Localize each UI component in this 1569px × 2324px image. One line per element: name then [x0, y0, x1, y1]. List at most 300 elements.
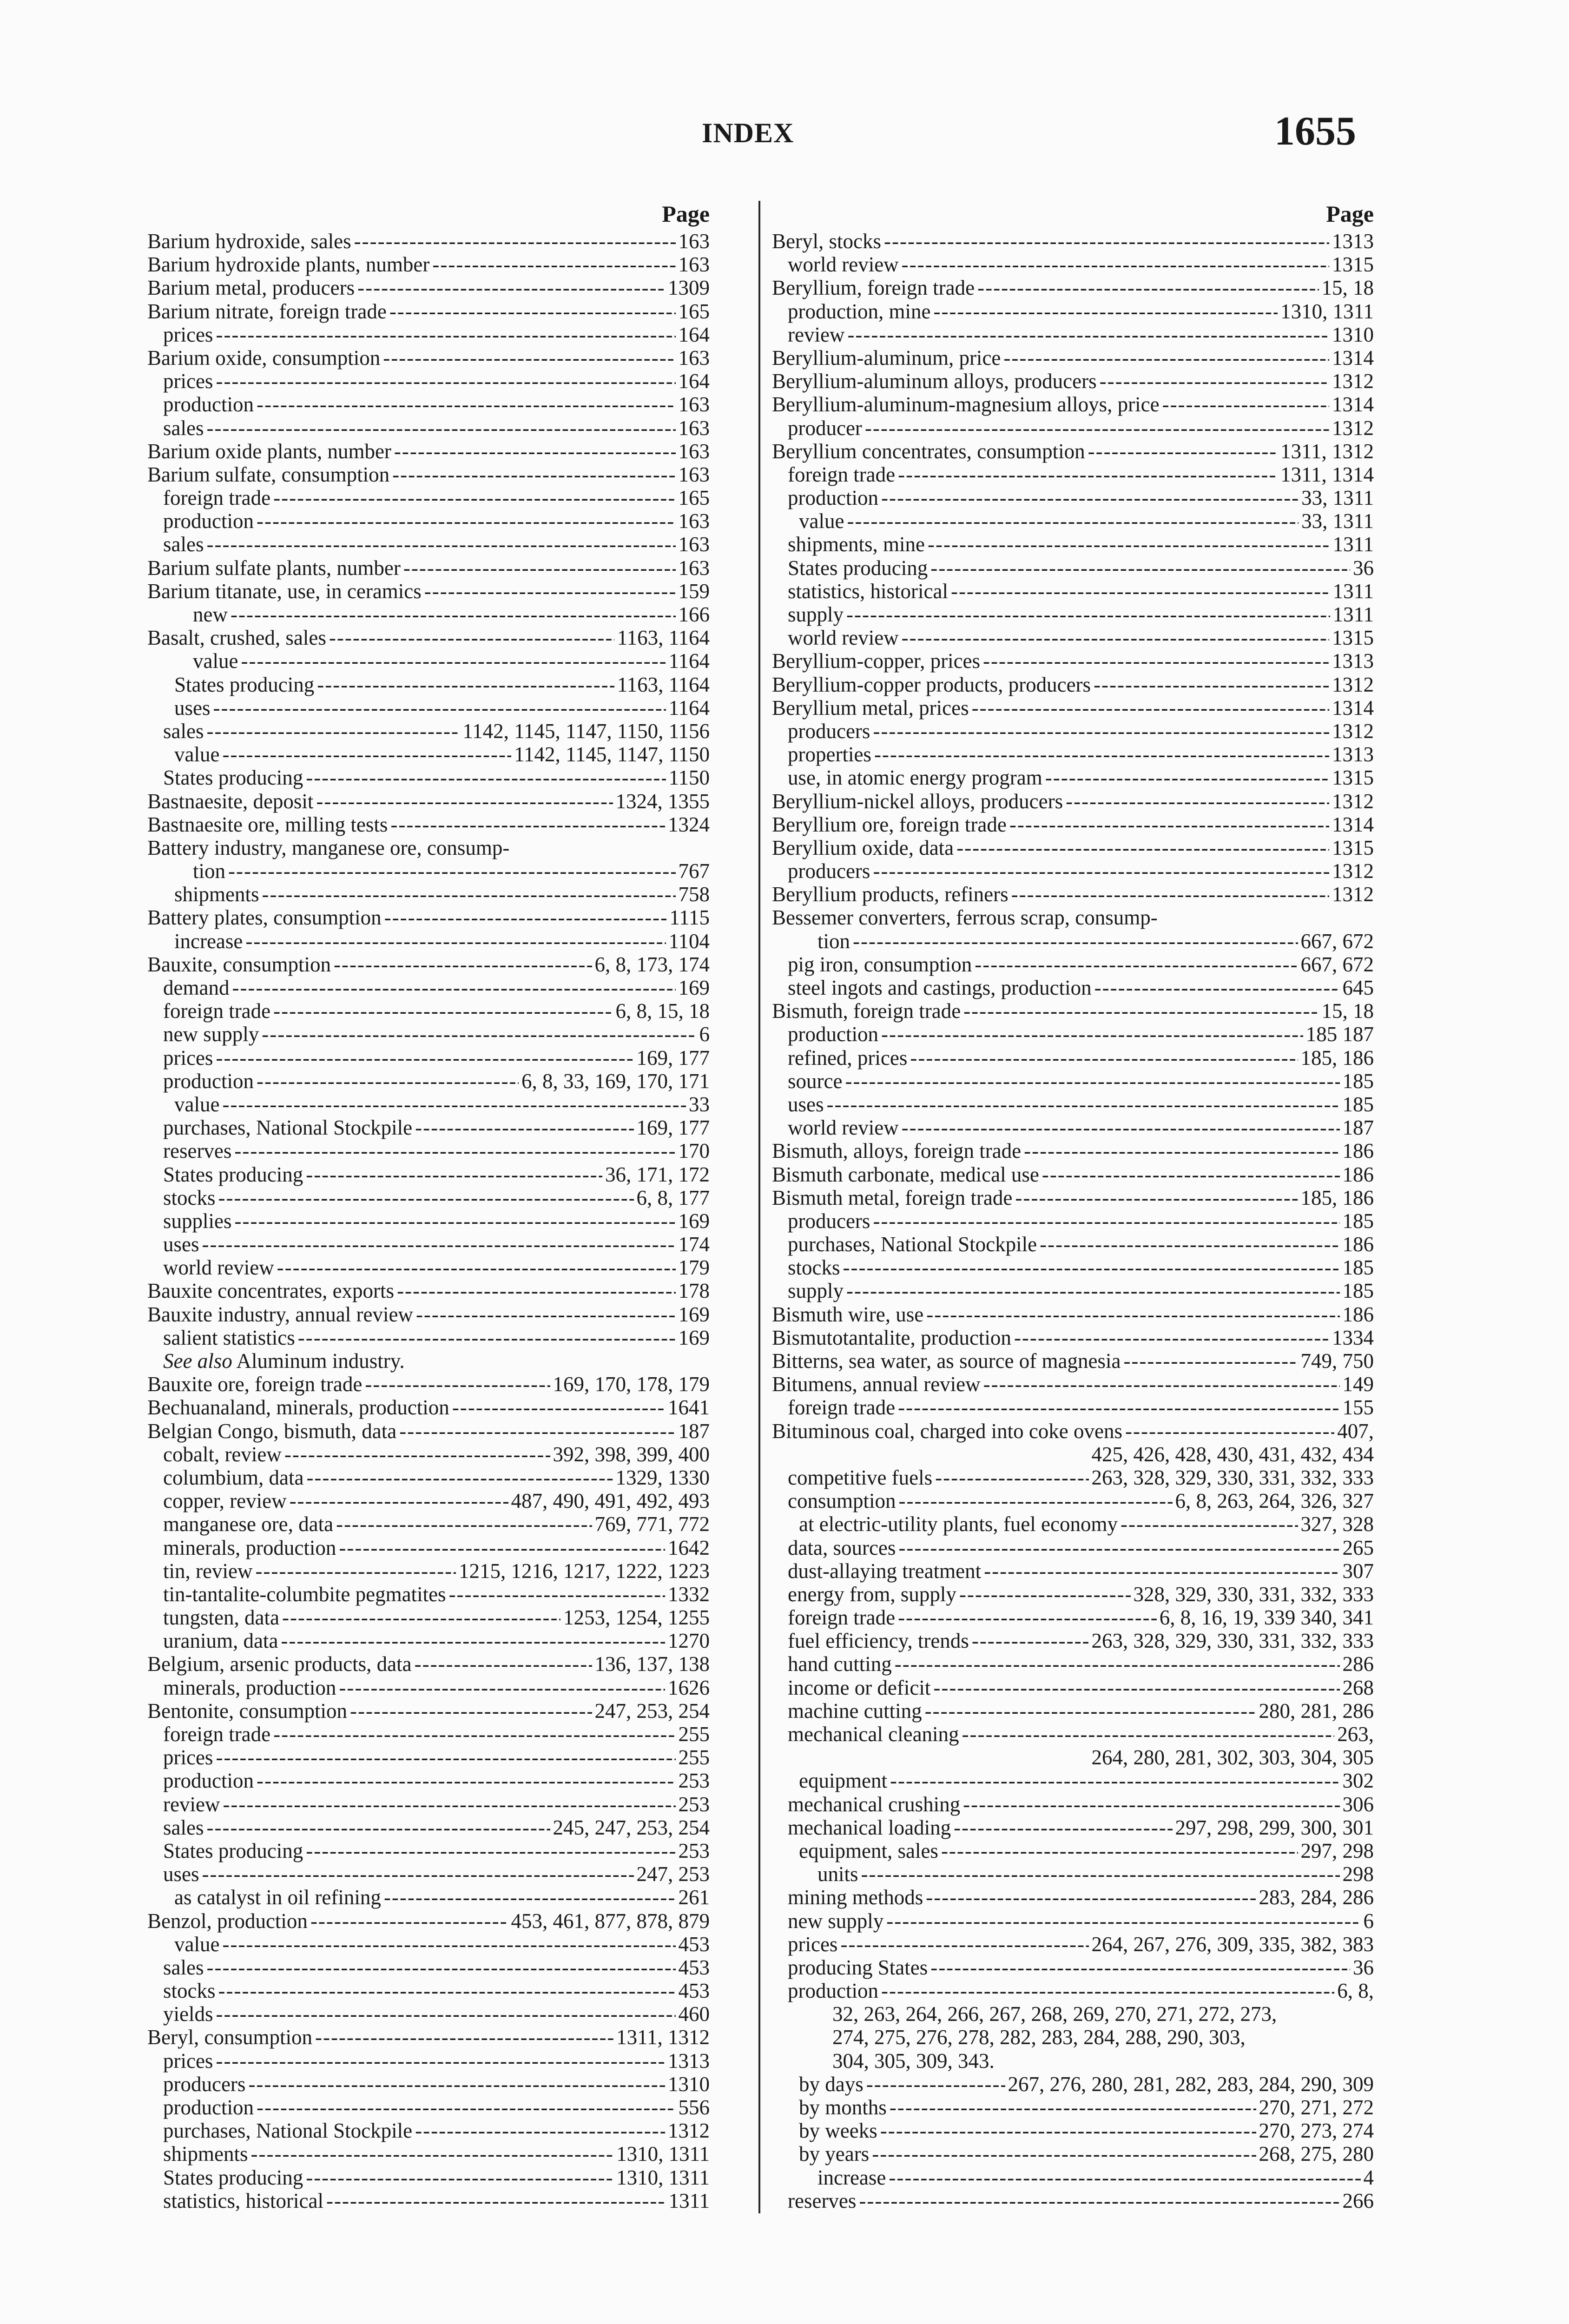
page-references: 1626 — [668, 1676, 710, 1699]
index-term: production — [163, 509, 254, 533]
index-entry — [147, 2002, 710, 2026]
index-term: columbium, data — [163, 1466, 304, 1489]
page-references: 6 — [1363, 1909, 1374, 1933]
index-entry — [772, 1303, 1374, 1326]
page-references: 1164 — [668, 696, 710, 720]
page-references: 1311, 1314 — [1280, 462, 1374, 486]
index-term: use, in atomic energy program — [788, 766, 1042, 790]
index-term: statistics, historical — [163, 2189, 323, 2212]
dot-leader — [315, 2026, 613, 2049]
page-references: 33, 1311 — [1301, 509, 1374, 533]
dot-leader — [1024, 1139, 1339, 1162]
dot-leader — [384, 1886, 676, 1909]
index-continuation-line: 425, 426, 428, 430, 431, 432, 434 — [1091, 1442, 1374, 1466]
page-references: 453 — [678, 1955, 710, 1979]
index-term: Beryllium-nickel alloys, producers — [772, 789, 1063, 813]
index-term: refined, prices — [788, 1046, 908, 1070]
index-term: new — [193, 603, 228, 626]
index-term: Barium metal, producers — [147, 276, 355, 300]
index-term: purchases, National Stockpile — [788, 1233, 1037, 1256]
page-references: 185 — [1342, 1092, 1374, 1116]
dot-leader — [415, 2119, 665, 2142]
index-entry — [772, 1349, 1374, 1373]
dot-leader — [895, 1652, 1340, 1676]
page-references: 33 — [689, 1092, 710, 1116]
index-entry — [147, 883, 710, 906]
index-term: Beryllium metal, prices — [772, 696, 969, 720]
dot-leader — [890, 2096, 1256, 2119]
index-term: producers — [788, 719, 870, 743]
index-entry — [147, 1209, 710, 1233]
page-references: 36, 171, 172 — [605, 1162, 710, 1186]
dot-leader — [251, 2142, 614, 2166]
index-entry — [772, 1139, 1374, 1162]
index-term: uses — [163, 1233, 199, 1256]
index-term: Bauxite, consumption — [147, 952, 331, 976]
index-entry — [147, 1933, 710, 1956]
page-references: 1310, 1311 — [616, 2166, 710, 2189]
index-entry — [772, 1419, 1374, 1443]
dot-leader — [956, 836, 1329, 859]
dot-leader — [216, 1746, 675, 1769]
index-term: Barium oxide, consumption — [147, 346, 381, 370]
dot-leader — [399, 1419, 675, 1443]
page-references: 268 — [1342, 1676, 1374, 1699]
index-entry — [772, 556, 1374, 580]
page-references: 1313 — [1332, 649, 1374, 673]
page-references: 1311 — [668, 2189, 710, 2212]
index-term: foreign trade — [788, 1396, 896, 1419]
index-entry — [772, 743, 1374, 766]
index-entry — [147, 696, 710, 720]
page-references: 1334 — [1332, 1326, 1374, 1349]
index-entry — [772, 463, 1374, 486]
page-references: 159 — [678, 579, 710, 603]
index-term: Beryllium-aluminum-magnesium alloys, price — [772, 393, 1160, 416]
index-entry — [772, 1886, 1374, 1909]
index-entry — [147, 1256, 710, 1279]
dot-leader — [350, 1699, 592, 1723]
index-term: minerals, production — [163, 1676, 336, 1699]
index-entry — [772, 859, 1374, 883]
index-term: Beryllium oxide, data — [772, 836, 954, 859]
index-entry — [147, 953, 710, 976]
page-references: 185 — [1342, 1256, 1374, 1280]
page-references: 174 — [678, 1233, 710, 1256]
dot-leader — [881, 1979, 1334, 2002]
index-entry — [772, 976, 1374, 999]
index-entry — [147, 1466, 710, 1489]
page-references: 749, 750 — [1300, 1349, 1374, 1373]
index-entry — [772, 1839, 1374, 1862]
dot-leader — [241, 649, 666, 673]
dot-leader — [202, 1233, 676, 1256]
index-term: producers — [788, 1209, 870, 1233]
index-term: Beryllium, foreign trade — [772, 276, 975, 300]
index-entry — [772, 580, 1374, 603]
dot-leader — [1162, 393, 1329, 416]
dot-leader — [1125, 1419, 1334, 1443]
index-entry — [772, 1723, 1374, 1746]
index-entry — [147, 1233, 710, 1256]
index-entry — [772, 1769, 1374, 1792]
index-term: world review — [788, 253, 899, 277]
page-references: 169 — [678, 1209, 710, 1233]
index-term: competitive fuels — [788, 1466, 933, 1489]
index-term: Bismuth, alloys, foreign trade — [772, 1139, 1022, 1163]
index-term: Barium hydroxide, sales — [147, 230, 351, 253]
page-references: 1313 — [1332, 230, 1374, 253]
index-term: Beryllium-copper, prices — [772, 649, 981, 673]
dot-leader — [329, 626, 614, 649]
index-entry — [147, 1512, 710, 1536]
index-entry — [147, 790, 710, 813]
page-references: 186 — [1342, 1162, 1374, 1186]
index-entry — [147, 1279, 710, 1302]
page-references: 1163, 1164 — [617, 626, 710, 650]
dot-leader — [886, 1909, 1360, 1933]
dot-leader — [843, 1256, 1340, 1279]
index-entry — [147, 1793, 710, 1816]
index-entry — [147, 556, 710, 580]
index-entry — [147, 649, 710, 673]
index-entry — [772, 230, 1374, 253]
index-entry — [772, 626, 1374, 649]
page-references: 556 — [678, 2096, 710, 2119]
dot-leader — [213, 696, 666, 720]
index-term: Barium titanate, use, in ceramics — [147, 579, 422, 603]
dot-leader — [1042, 1163, 1340, 1186]
page-references: 163 — [678, 393, 710, 416]
dot-leader — [257, 1769, 676, 1792]
index-term: value — [799, 509, 844, 533]
index-term: prices — [788, 1932, 838, 1956]
index-term: production — [788, 1023, 878, 1046]
dot-leader — [222, 1933, 675, 1956]
index-entry — [147, 1093, 710, 1116]
page-references: 261 — [678, 1886, 710, 1909]
dot-leader — [930, 556, 1350, 580]
page-references: 253 — [678, 1769, 710, 1793]
index-entry — [147, 1023, 710, 1046]
dot-leader — [257, 509, 676, 533]
index-term: Bismuth carbonate, medical use — [772, 1162, 1039, 1186]
page-references: 164 — [678, 370, 710, 393]
column-divider — [758, 201, 760, 2213]
page-references: 163 — [678, 346, 710, 370]
dot-leader — [206, 533, 675, 556]
index-entry — [772, 883, 1374, 906]
dot-leader — [316, 790, 613, 813]
index-entry — [772, 533, 1374, 556]
page-references: 1312 — [1332, 789, 1374, 813]
index-term: manganese ore, data — [163, 1512, 334, 1536]
page-references: 1315 — [1332, 253, 1374, 277]
index-term: Beryllium-copper products, producers — [772, 673, 1091, 696]
index-term: world review — [788, 1116, 899, 1140]
dot-leader — [216, 2002, 676, 2026]
dot-leader — [1094, 976, 1340, 999]
page-references: 302 — [1342, 1769, 1374, 1793]
dot-leader — [941, 1839, 1298, 1862]
index-term: Bismutotantalite, production — [772, 1326, 1011, 1349]
index-entry — [772, 1652, 1374, 1676]
index-entry — [772, 1536, 1374, 1559]
index-term: review — [788, 323, 845, 346]
dot-leader — [1088, 440, 1278, 463]
index-entry — [147, 859, 710, 883]
index-term: shipments, mine — [788, 533, 925, 556]
index-term: consumption — [788, 1489, 896, 1513]
index-entry — [772, 603, 1374, 626]
dot-leader — [889, 2166, 1360, 2189]
index-entry — [147, 1652, 710, 1676]
page-references: 286 — [1342, 1652, 1374, 1676]
dot-leader — [223, 1793, 675, 1816]
index-term: by days — [799, 2072, 864, 2096]
index-entry — [147, 1419, 710, 1443]
page-references: 297, 298 — [1300, 1839, 1374, 1862]
index-term: Bismuth wire, use — [772, 1302, 924, 1326]
page-references: 1315 — [1332, 836, 1374, 859]
page-references: 263, 328, 329, 330, 331, 332, 333 — [1091, 1466, 1374, 1489]
dot-leader — [216, 2049, 665, 2073]
page-references: 268, 275, 280 — [1259, 2142, 1374, 2166]
index-entry — [772, 1256, 1374, 1279]
index-entry — [772, 1583, 1374, 1606]
dot-leader — [846, 1279, 1339, 1302]
dot-leader — [306, 1466, 613, 1489]
dot-leader — [222, 743, 511, 766]
dot-leader — [216, 1046, 633, 1070]
page-references: 169 — [678, 1326, 710, 1349]
index-term: at electric-utility plants, fuel economy — [799, 1512, 1118, 1536]
index-term: salient statistics — [163, 1326, 295, 1349]
dot-leader — [853, 930, 1298, 953]
index-entry — [147, 1116, 710, 1139]
page-references: 6, 8, 16, 19, 339 340, 341 — [1159, 1606, 1374, 1630]
index-entry — [772, 2189, 1374, 2212]
index-term: fuel efficiency, trends — [788, 1629, 969, 1653]
dot-leader — [354, 230, 676, 253]
dot-leader — [206, 1816, 550, 1839]
index-entry — [147, 813, 710, 836]
dot-leader — [306, 2166, 613, 2189]
dot-leader — [925, 1699, 1256, 1723]
dot-leader — [881, 486, 1299, 509]
index-term: Beryllium ore, foreign trade — [772, 812, 1007, 836]
dot-leader — [284, 1443, 550, 1466]
page-references: 155 — [1342, 1396, 1374, 1419]
index-term: by years — [799, 2142, 870, 2166]
dot-leader — [206, 720, 460, 743]
index-term: tungsten, data — [163, 1606, 279, 1630]
index-entry — [147, 1839, 710, 1862]
index-term: Beryl, stocks — [772, 230, 881, 253]
index-term: machine cutting — [788, 1699, 922, 1723]
index-entry — [147, 2049, 710, 2073]
page-references: 270, 271, 272 — [1259, 2096, 1374, 2119]
page-references: 247, 253, 254 — [594, 1699, 710, 1723]
page-references: 1315 — [1332, 626, 1374, 650]
dot-leader — [449, 1583, 665, 1606]
index-term: production — [788, 1979, 878, 2003]
page-references: 328, 329, 330, 331, 332, 333 — [1133, 1582, 1374, 1606]
index-term: foreign trade — [788, 462, 896, 486]
index-term: new supply — [788, 1909, 884, 1933]
index-term: prices — [163, 323, 213, 346]
index-entry — [772, 393, 1374, 416]
page-references: 169 — [678, 1302, 710, 1326]
dot-leader — [234, 1139, 675, 1162]
index-entry — [147, 2073, 710, 2096]
page-references: 1311, 1312 — [616, 2026, 710, 2049]
page-references: 264, 267, 276, 309, 335, 382, 383 — [1091, 1932, 1374, 1956]
page-references: 253 — [678, 1839, 710, 1862]
dot-leader — [424, 580, 676, 603]
dot-leader — [281, 1629, 665, 1652]
page-references: 297, 298, 299, 300, 301 — [1175, 1816, 1374, 1839]
index-term: uses — [788, 1092, 824, 1116]
dot-leader — [277, 1256, 676, 1279]
index-term: hand cutting — [788, 1652, 892, 1676]
page-references: 6, 8, 177 — [636, 1186, 710, 1209]
index-entry — [772, 346, 1374, 370]
dot-leader — [1011, 883, 1329, 906]
index-entry — [772, 1209, 1374, 1233]
index-term: stocks — [163, 1979, 216, 2003]
index-entry — [147, 276, 710, 299]
dot-leader — [884, 230, 1329, 253]
index-entry — [147, 416, 710, 440]
index-term: increase — [174, 929, 243, 953]
index-entry — [147, 486, 710, 509]
index-term: Bituminous coal, charged into coke ovens — [772, 1419, 1123, 1443]
index-term: Bauxite industry, annual review — [147, 1302, 413, 1326]
dot-leader — [298, 1326, 676, 1349]
index-entry — [147, 1396, 710, 1419]
page-references: 1314 — [1332, 812, 1374, 836]
index-entry — [147, 230, 710, 253]
index-entry — [147, 1699, 710, 1723]
dot-leader — [983, 1373, 1340, 1396]
index-entry — [147, 930, 710, 953]
index-entry — [772, 1559, 1374, 1583]
page-references: 453 — [678, 1932, 710, 1956]
page-references: 769, 771, 772 — [594, 1512, 710, 1536]
dot-leader — [845, 1070, 1339, 1093]
dot-leader — [317, 673, 614, 696]
index-term: foreign trade — [163, 1723, 271, 1746]
page-references: 185 187 — [1305, 1023, 1374, 1046]
running-title: INDEX — [702, 118, 794, 148]
left-entries — [147, 230, 710, 2212]
page-references: 15, 18 — [1321, 276, 1374, 300]
index-term: data, sources — [788, 1536, 896, 1559]
index-entry — [147, 393, 710, 416]
page-references: 266 — [1342, 2189, 1374, 2212]
index-term: Battery plates, consumption — [147, 906, 382, 930]
index-entry — [772, 930, 1374, 953]
dot-leader — [257, 1070, 519, 1093]
index-entry — [147, 1862, 710, 1886]
page-references: 487, 490, 491, 492, 493 — [511, 1489, 710, 1513]
page-references: 1142, 1145, 1147, 1150, 1156 — [462, 719, 710, 743]
page-references: 1332 — [668, 1582, 710, 1606]
index-term: purchases, National Stockpile — [163, 2119, 413, 2143]
dot-leader — [972, 1629, 1089, 1652]
dot-leader — [859, 2189, 1339, 2212]
page-references: 460 — [678, 2002, 710, 2026]
page-references: 1312 — [1332, 416, 1374, 440]
index-entry — [772, 2142, 1374, 2166]
index-term: producers — [788, 859, 870, 883]
index-entry — [772, 813, 1374, 836]
page-references: 1314 — [1332, 393, 1374, 416]
dot-leader — [962, 1723, 1335, 1746]
index-entry — [772, 1373, 1374, 1396]
index-continuation-line: 264, 280, 281, 302, 303, 304, 305 — [1091, 1746, 1374, 1769]
index-entry — [772, 2119, 1374, 2142]
index-entry — [147, 1606, 710, 1629]
index-term: Basalt, crushed, sales — [147, 626, 326, 650]
index-entry — [147, 463, 710, 486]
index-entry — [147, 346, 710, 370]
index-entry — [772, 276, 1374, 299]
index-entry — [772, 2166, 1374, 2189]
dot-leader — [397, 1279, 675, 1302]
index-term: Barium hydroxide plants, number — [147, 253, 430, 277]
dot-leader — [928, 533, 1330, 556]
index-term: prices — [163, 1046, 213, 1070]
page-references: 253 — [678, 1792, 710, 1816]
index-entry — [147, 2142, 710, 2166]
index-continuation-line: 304, 305, 309, 343. — [832, 2049, 995, 2073]
page-references: 1310 — [668, 2072, 710, 2096]
index-term: Beryllium-aluminum, price — [772, 346, 1001, 370]
index-term: Battery industry, manganese ore, consump- — [147, 836, 510, 859]
dot-leader — [873, 720, 1329, 743]
index-term: increase — [817, 2166, 886, 2189]
dot-leader — [954, 1816, 1172, 1839]
dot-leader — [933, 300, 1278, 323]
index-term: value — [174, 1932, 220, 1956]
page-references: 185 — [1342, 1279, 1374, 1303]
index-term: Barium sulfate plants, number — [147, 556, 401, 580]
page-references: 6, 8, — [1337, 1979, 1374, 2003]
dot-leader — [977, 276, 1318, 299]
index-entry — [147, 1583, 710, 1606]
dot-leader — [873, 1209, 1339, 1233]
page-references: 1312 — [1332, 370, 1374, 393]
page-references: 185 — [1342, 1209, 1374, 1233]
index-entry — [772, 1070, 1374, 1093]
index-entry — [772, 1093, 1374, 1116]
dot-leader — [865, 416, 1329, 440]
index-entry — [772, 1279, 1374, 1302]
page-references: 1309 — [668, 276, 710, 300]
index-term: Barium oxide plants, number — [147, 439, 391, 463]
dot-leader — [935, 1466, 1088, 1489]
dot-leader — [881, 1023, 1303, 1046]
index-entry — [147, 1559, 710, 1583]
index-term: properties — [788, 743, 871, 766]
index-entry — [147, 1070, 710, 1093]
page-references: 1315 — [1332, 766, 1374, 790]
dot-leader — [326, 2189, 666, 2212]
index-term: units — [817, 1862, 858, 1886]
page-references: 1313 — [668, 2049, 710, 2073]
